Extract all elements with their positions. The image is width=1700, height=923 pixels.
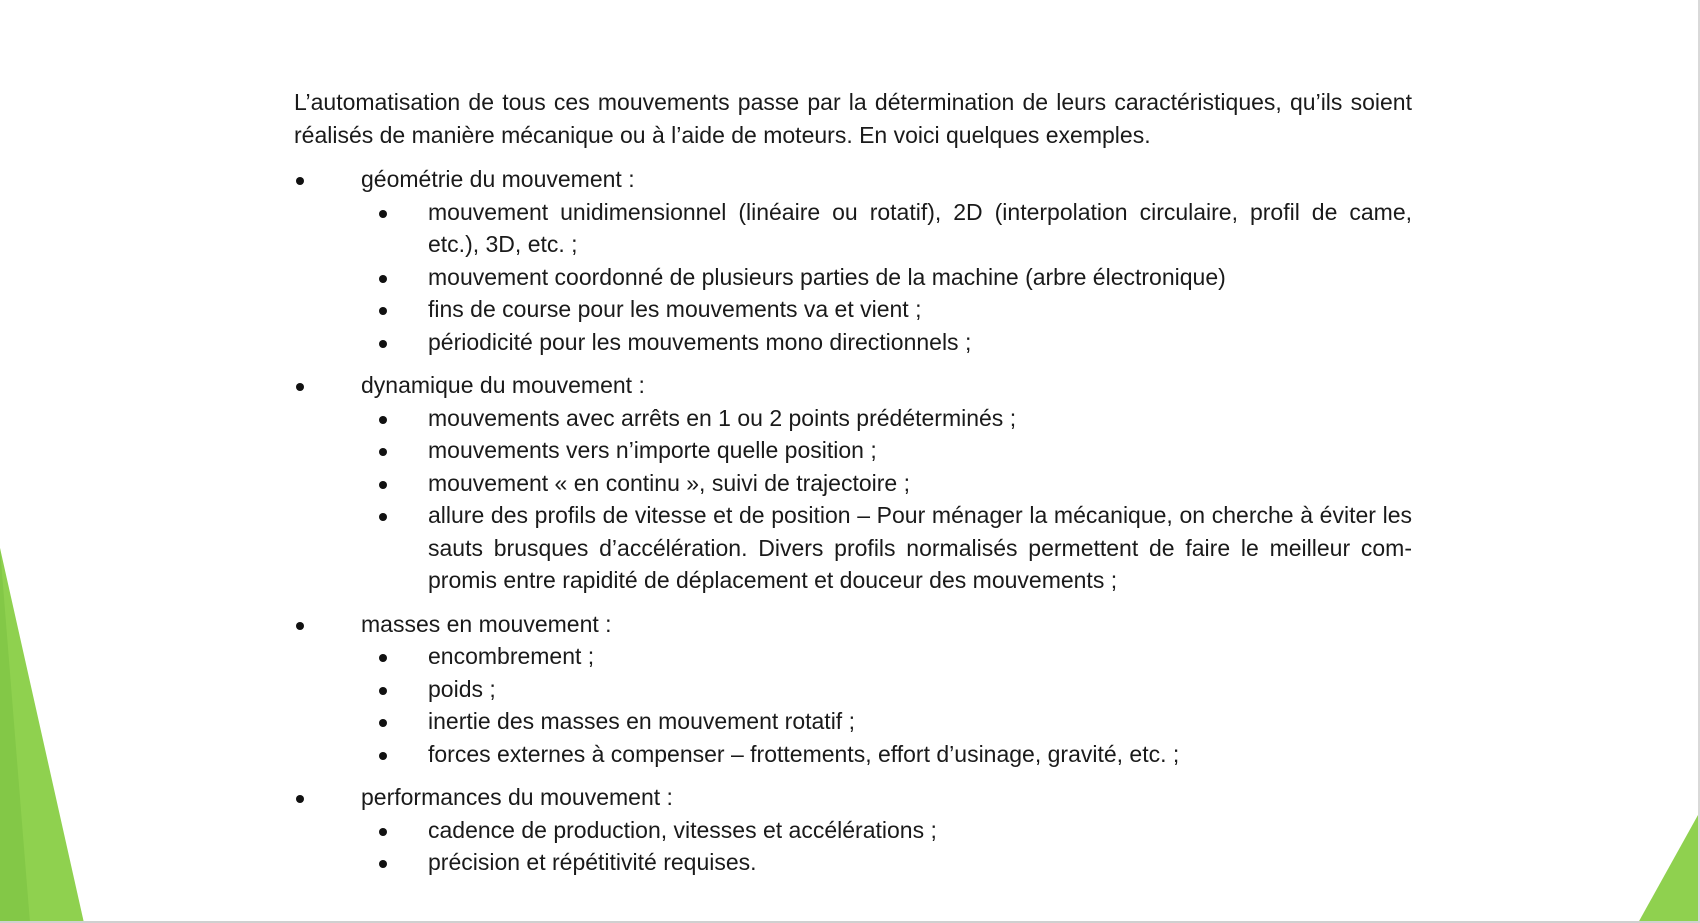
section-title: masses en mouvement : <box>361 610 612 637</box>
right-green-triangle <box>1638 815 1698 923</box>
sub-list-item: fins de course pour les mouvements va et vient ; <box>361 293 1412 326</box>
sub-list-item: cadence de production, vitesses et accélérations ; <box>361 814 1412 847</box>
intro-paragraph: L’automatisation de tous ces mouvements passe par la détermination de leurs caractéristiques, qu’ils soient réalisés de manière mécanique ou à l’aide de moteurs. En voici quelques exemples. <box>294 89 1412 148</box>
list-item-masses <box>294 608 1412 771</box>
sub-list <box>361 640 1412 770</box>
sub-list-item: poids ; <box>361 673 1412 706</box>
sub-list-item: encombrement ; <box>361 640 1412 673</box>
sub-list-item: précision et répétitivité requises. <box>361 846 1412 879</box>
sub-list-item: mouvement coordonné de plusieurs parties de la machine (arbre électronique) <box>361 261 1412 294</box>
sub-list-item: mouvement « en continu », suivi de trajectoire ; <box>361 467 1412 500</box>
section-title: dynamique du mouvement : <box>361 372 645 398</box>
sub-list-item: mouvements vers n’importe quelle position ; <box>361 434 1412 467</box>
list-item-performance <box>294 781 1412 879</box>
slide-body <box>294 86 1412 890</box>
sub-list-item: mouvements avec arrêts en 1 ou 2 points prédéterminés ; <box>361 402 1412 435</box>
sub-list <box>361 196 1412 359</box>
sub-list-item: périodicité pour les mouvements mono directionnels ; <box>361 326 1412 359</box>
section-title: géométrie du mouvement : <box>361 166 635 192</box>
sub-list-item: inertie des masses en mouvement rotatif ; <box>361 705 1412 738</box>
list-item-geometry <box>294 163 1412 358</box>
section-title: performances du mouvement : <box>361 784 673 810</box>
sub-list-item: allure des profils de vitesse et de position – Pour ménager la mécanique, on cherche à éviter les sauts brusques d’accélération. Divers profils normalisés permettent de faire le meilleur com-promis entre rapidité de déplacement et douceur des mouvements ; <box>361 499 1412 597</box>
list-item-dynamics <box>294 369 1412 597</box>
sub-list <box>361 402 1412 597</box>
characteristics-list <box>294 163 1412 879</box>
sub-list-item: forces externes à compenser – frottements, effort d’usinage, gravité, etc. ; <box>361 738 1412 771</box>
sub-list-item: mouvement unidimensionnel (linéaire ou rotatif), 2D (interpolation circulaire, profil de came, etc.), 3D, etc. ; <box>361 196 1412 261</box>
sub-list <box>361 814 1412 879</box>
